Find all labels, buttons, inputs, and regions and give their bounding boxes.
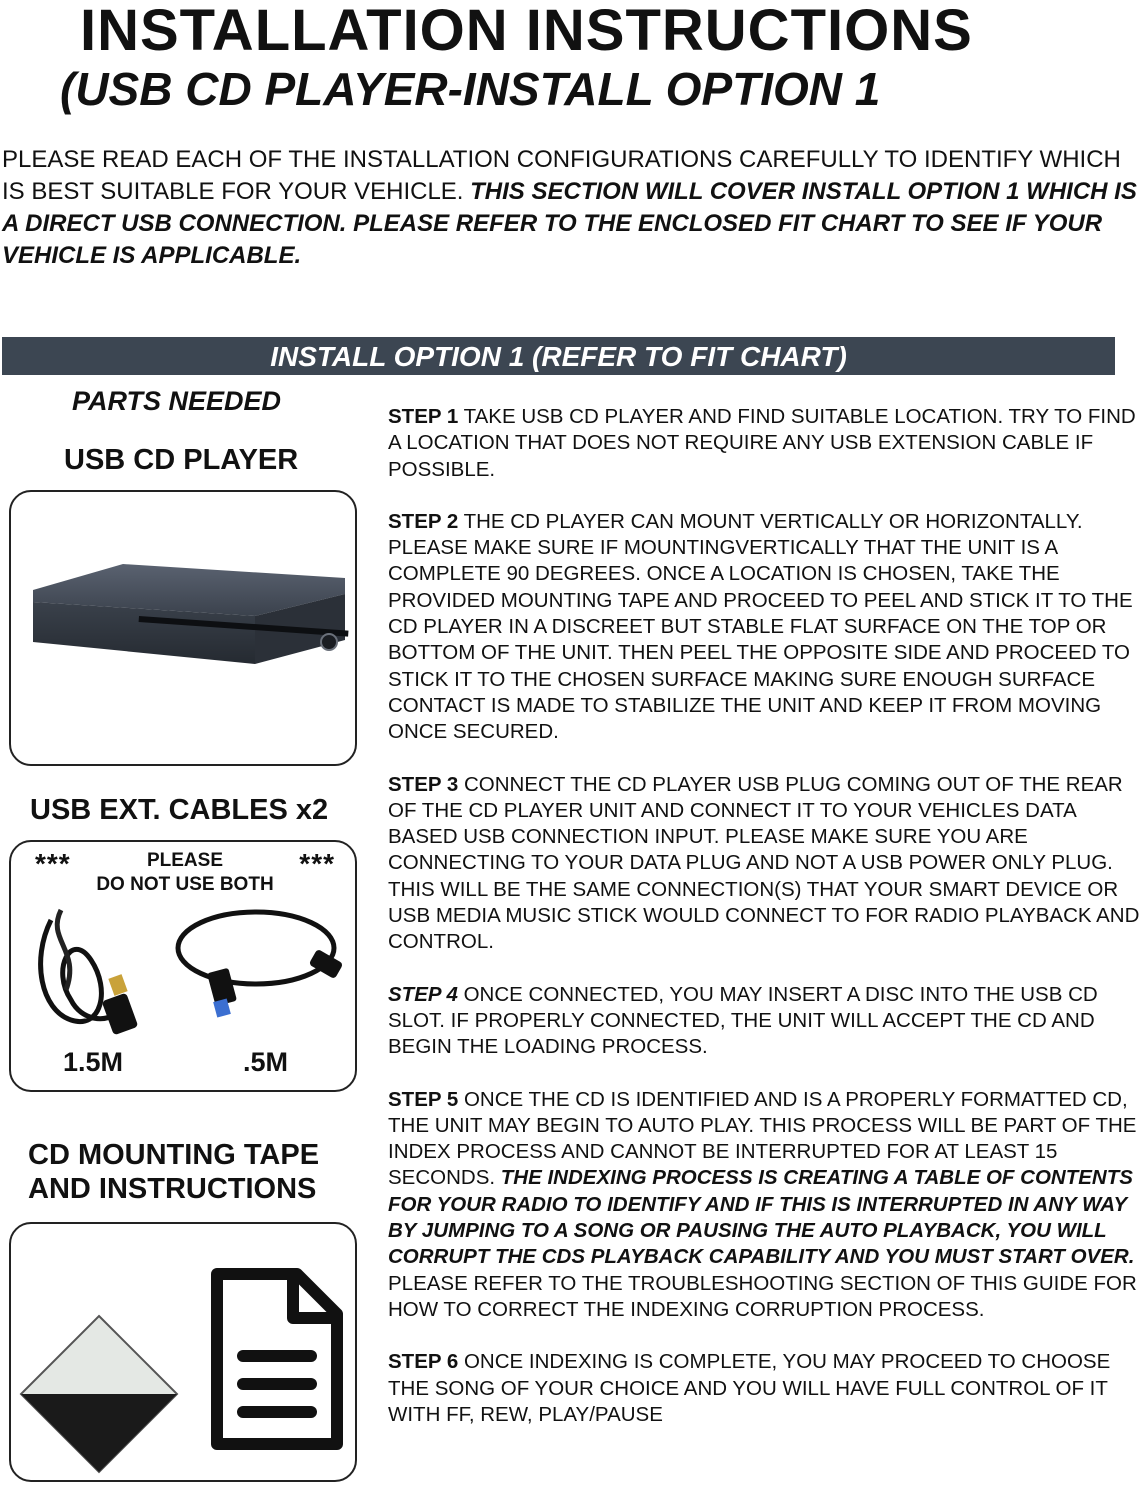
- intro-paragraph: [2, 144, 1137, 272]
- intro-plain-text: PLEASE READ EACH OF THE INSTALLATION CONFIGURATIONS CAREFULLY TO IDENTIFY WHICH IS BEST SUITABLE FOR YOUR VEHICLE.: [2, 146, 1121, 205]
- step-3: [388, 772, 1140, 956]
- step-5-number: STEP 5: [388, 1087, 459, 1111]
- step-6-number: STEP 6: [388, 1350, 459, 1374]
- step-5-text: ONCE THE CD IS IDENTIFIED AND IS A PROPERLY FORMATTED CD, THE UNIT MAY BEGIN TO AUTO PLAY. THIS PROCESS WILL BE PART OF THE INDEX PROCESS AND CANNOT BE INTERRUPTED FOR AT LEAST 15 SECONDS.: [388, 1087, 1137, 1190]
- step-3-text: CONNECT THE CD PLAYER USB PLUG COMING OUT OF THE REAR OF THE CD PLAYER UNIT AND CONNECT IT TO YOUR VEHICLES DATA BASED USB CONNECTION INPUT. PLEASE MAKE SURE YOU ARE CONNECTING TO YOUR DATA PLUG AND NOT A USB POWER ONLY PLUG. THIS WILL BE THE SAME CONNECTION(S) THAT YOUR SMART DEVICE OR USB MEDIA MUSIC STICK WOULD CONNECT TO FOR RADIO PLAYBACK AND CONTROL.: [388, 772, 1140, 954]
- step-4: [388, 982, 1140, 1061]
- parts-needed-heading: PARTS NEEDED: [72, 386, 282, 416]
- mounting-tape-label: [28, 1138, 319, 1206]
- section-banner: INSTALL OPTION 1 (REFER TO FIT CHART): [2, 337, 1115, 375]
- step-3-number: STEP 3: [388, 772, 459, 796]
- warning-stars-left: ***: [35, 848, 71, 879]
- please-text: PLEASE: [146, 850, 224, 871]
- step-5-emphasis: THE INDEXING PROCESS IS CREATING A TABLE OF CONTENTS FOR YOUR RADIO TO IDENTIFY AND IF THIS IS INTERRUPTED IN ANY WAY BY JUMPING TO A SONG OR PAUSING THE AUTO PLAYBACK, YOU WILL CORRUPT THE CDS PLAYBACK CAPABILITY AND YOU MUST START OVER.: [388, 1166, 1135, 1269]
- document-icon: [207, 1264, 347, 1454]
- usb-cables-image-box: [9, 840, 357, 1092]
- tape-and-instructions-box: [9, 1222, 357, 1482]
- cd-player-image: [11, 492, 355, 764]
- step-2-number: STEP 2: [388, 509, 459, 533]
- step-1: [388, 404, 1140, 483]
- do-not-use-both-text: DO NOT USE BOTH: [96, 874, 274, 895]
- step-5: [388, 1087, 1140, 1324]
- intro-emphasis-text: THIS SECTION WILL COVER INSTALL OPTION 1 WHICH IS A DIRECT USB CONNECTION. PLEASE REFER TO THE ENCLOSED FIT CHART TO SEE IF YOUR VEHICLE IS APPLICABLE.: [2, 178, 1137, 269]
- step-6-text: ONCE INDEXING IS COMPLETE, YOU MAY PROCEED TO CHOOSE THE SONG OF YOUR CHOICE AND YOU WILL HAVE FULL CONTROL OF IT WITH FF, REW, PLAY/PAUSE: [388, 1350, 1111, 1426]
- warning-stars-right: ***: [299, 848, 335, 879]
- step-1-number: STEP 1: [388, 405, 459, 428]
- cable-length-left: 1.5M: [63, 1047, 124, 1077]
- steps-column: [388, 404, 1140, 1454]
- step-1-text: TAKE USB CD PLAYER AND FIND SUITABLE LOCATION. TRY TO FIND A LOCATION THAT DOES NOT REQUIRE ANY USB EXTENSION CABLE IF POSSIBLE.: [388, 405, 1136, 481]
- step-5-tail: PLEASE REFER TO THE TROUBLESHOOTING SECTION OF THIS GUIDE FOR HOW TO CORRECT THE INDEXING CORRUPTION PROCESS.: [388, 1271, 1137, 1321]
- usb-cd-player-label: USB CD PLAYER: [64, 444, 299, 476]
- step-4-number: STEP 4: [388, 982, 458, 1006]
- step-2-text: THE CD PLAYER CAN MOUNT VERTICALLY OR HORIZONTALLY. PLEASE MAKE SURE IF MOUNTINGVERTICALLY THAT THE UNIT IS A COMPLETE 90 DEGREES. ONCE A LOCATION IS CHOSEN, TAKE THE PROVIDED MOUNTING TAPE AND PROCEED TO PEEL AND STICK IT TO THE CD PLAYER IN A DISCREET BUT STABLE FLAT SURFACE ON THE TOP OR BOTTOM OF THE UNIT. THEN PEEL THE OPPOSITE SIDE AND PROCEED TO STICK IT TO THE CHOSEN SURFACE MAKING SURE ENOUGH SURFACE CONTACT IS MADE TO STABILIZE THE UNIT AND KEEP IT FROM MOVING ONCE SECURED.: [388, 509, 1133, 744]
- page-title: INSTALLATION INSTRUCTIONS: [80, 0, 973, 63]
- usb-cables-image: [11, 900, 355, 1050]
- cable-length-right: .5M: [243, 1047, 289, 1077]
- step-4-text: ONCE CONNECTED, YOU MAY INSERT A DISC INTO THE USB CD SLOT. IF PROPERLY CONNECTED, THE UNIT WILL ACCEPT THE CD AND BEGIN THE LOADING PROCESS.: [388, 982, 1098, 1059]
- cd-player-image-box: [9, 490, 357, 766]
- page-subtitle: (USB CD PLAYER-INSTALL OPTION 1: [60, 63, 881, 115]
- warning-note: [35, 848, 335, 895]
- mounting-tape-label-line1: CD MOUNTING TAPE: [28, 1139, 320, 1171]
- usb-ext-cables-label: USB EXT. CABLES x2: [30, 794, 329, 826]
- mounting-tape-label-line2: AND INSTRUCTIONS: [28, 1173, 317, 1205]
- step-6: [388, 1349, 1140, 1428]
- step-2: [388, 509, 1140, 746]
